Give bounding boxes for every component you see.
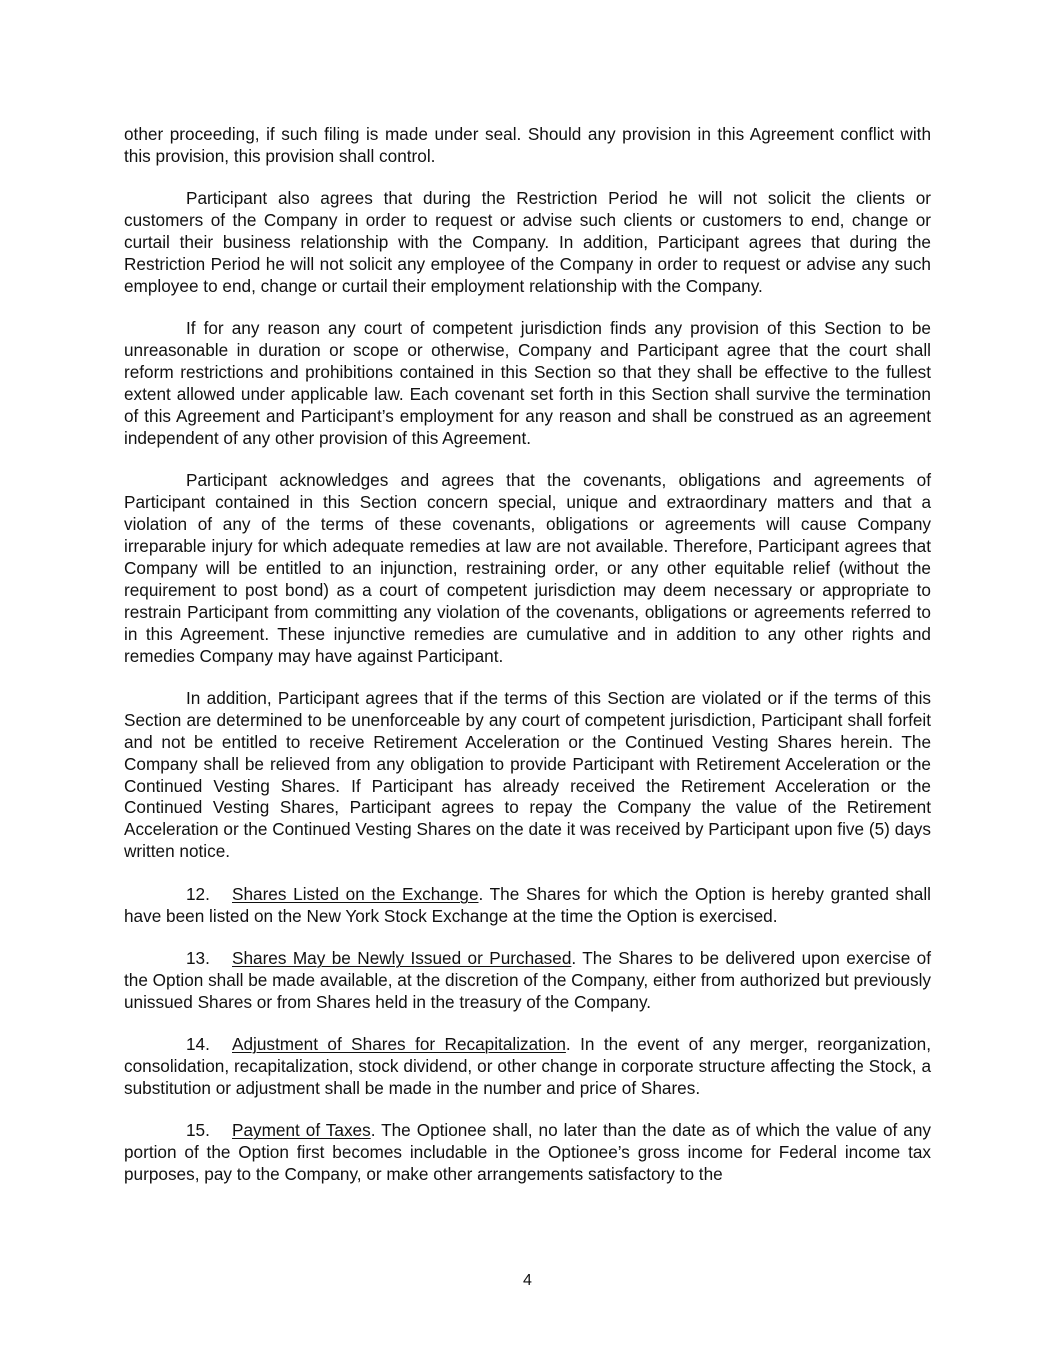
section-title: Payment of Taxes (232, 1120, 371, 1141)
paragraph-continued: other proceeding, if such filing is made under seal. Should any provision in this Agreement conflict with this provision, this provision shall control. (124, 124, 931, 166)
section-number: 15. (186, 1120, 210, 1141)
section-body: . In the event of any merger, reorganization, consolidation, recapitalization, stock dividend, or other change in corporate structure affecting the Stock, a substitution or adjustment shall be made in the number and price of Shares. (124, 1034, 931, 1099)
section-title: Shares May be Newly Issued or Purchased (232, 948, 572, 968)
section-15 (124, 1120, 931, 1186)
paragraph-forfeiture: In addition, Participant agrees that if the terms of this Section are violated or if the terms of this Section are determined to be unenforceable by any court of competent jurisdiction, Participant shall forfeit and not be entitled to receive Retirement Acceleration or the Continued Vesting Shares herein. The Company shall be relieved from any obligation to provide Participant with Retirement Acceleration or the Continued Vesting Shares. If Participant has already received the Retirement Acceleration or the Continued Vesting Shares, Participant agrees to repay the Company the value of the Retirement Acceleration or the Continued Vesting Shares on the date it was received by Participant upon five (5) days written notice. (124, 687, 931, 862)
section-number: 12. (186, 883, 210, 904)
section-13 (124, 948, 931, 1014)
section-body: . The Shares to be delivered upon exercise of the Option shall be made available, at the discretion of the Company, either from authorized but previously unissued Shares or from Shares held in the treasury of the Company. (124, 948, 931, 1012)
paragraph-injunctive-relief: Participant acknowledges and agrees that the covenants, obligations and agreements of Participant contained in this Section concern special, unique and extraordinary matters and that a violation of any of the terms of these covenants, obligations or agreements will cause Company irreparable injury for which adequate remedies at law are not available. Therefore, Participant agrees that Company will be entitled to an injunction, restraining order, or any other equitable relief (without the requirement to post bond) as a court of competent jurisdiction may deem necessary or appropriate to restrain Participant from committing any violation of the covenants, obligations or agreements referred to in this Agreement. These injunctive remedies are cumulative and in addition to any other rights and remedies Company may have against Participant. (124, 470, 931, 666)
section-body: . The Optionee shall, no later than the date as of which the value of any portion of the Option first becomes includable in the Optionee’s gross income for Federal income tax purposes, pay to the Company, or make other arrangements satisfactory to the (124, 1120, 931, 1185)
page-number: 4 (523, 1272, 532, 1289)
section-title: Shares Listed on the Exchange (232, 883, 479, 904)
section-body: . The Shares for which the Option is hereby granted shall have been listed on the New York Stock Exchange at the time the Option is exercised. (124, 883, 931, 926)
paragraph-reformation: If for any reason any court of competent jurisdiction finds any provision of this Section to be unreasonable in duration or scope or otherwise, Company and Participant agree that the court shall reform restrictions and prohibitions contained in this Section so that they shall be effective to the fullest extent allowed under applicable law. Each covenant set forth in this Section shall survive the termination of this Agreement and Participant’s employment for any reason and shall be construed as an agreement independent of any other provision of this Agreement. (124, 318, 931, 448)
document-page (124, 124, 931, 1207)
section-number: 13. (186, 948, 210, 968)
paragraph-non-solicitation: Participant also agrees that during the Restriction Period he will not solicit the clients or customers of the Company in order to request or advise such clients or customers to end, change or curtail their business relationship with the Company. In addition, Participant agrees that during the Restriction Period he will not solicit any employee of the Company in order to request or advise any such employee to end, change or curtail their employment relationship with the Company. (124, 188, 931, 296)
section-title: Adjustment of Shares for Recapitalization (232, 1034, 566, 1055)
section-12 (124, 884, 931, 928)
section-number: 14. (186, 1034, 210, 1055)
section-14 (124, 1034, 931, 1100)
